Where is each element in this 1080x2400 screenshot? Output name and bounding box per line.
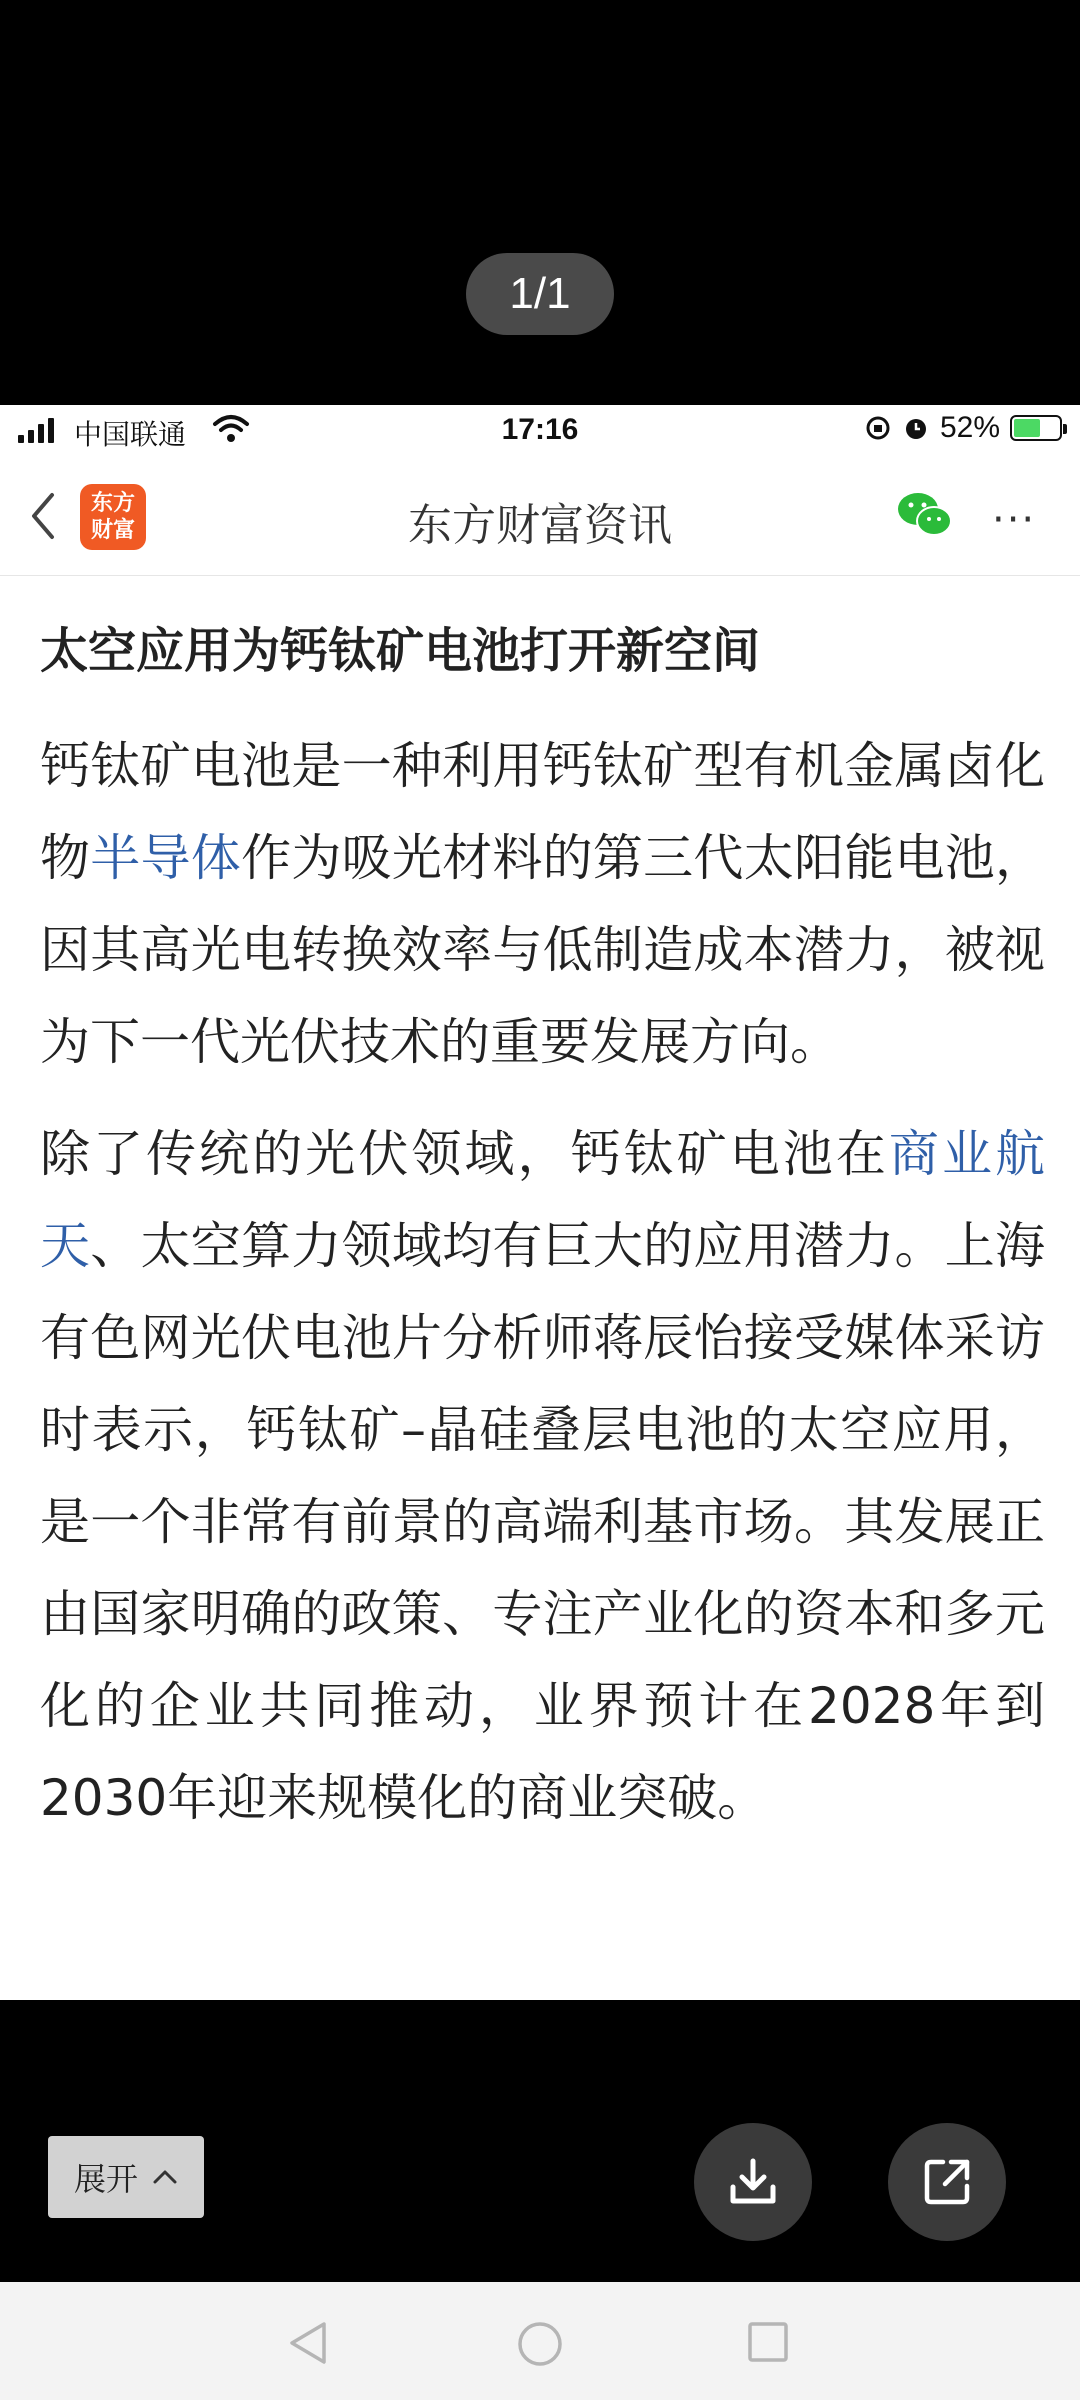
wechat-icon[interactable] — [896, 491, 952, 539]
rotation-lock-icon — [864, 414, 892, 442]
app-navbar — [0, 457, 1080, 576]
open-external-button[interactable] — [888, 2123, 1006, 2241]
home-circle-icon[interactable] — [516, 2320, 564, 2368]
status-bar — [0, 405, 1080, 455]
download-icon — [727, 2157, 779, 2207]
system-navigation-bar — [0, 2282, 1080, 2400]
back-triangle-icon[interactable] — [286, 2320, 330, 2366]
battery-icon — [1010, 415, 1062, 441]
clock: 17:16 — [501, 413, 579, 446]
logo-line-1: 东方 — [90, 490, 135, 516]
chevron-up-icon — [152, 2169, 178, 2185]
carrier-name: 中国联通 — [74, 418, 187, 451]
paragraph-2-text-b: 、太空算力领域均有巨大的应用潜力。上海有色网光伏电池片分析师蒋辰怡接受媒体采访时表示，钙钛矿–晶硅叠层电池的太空应用，是一个非常有前景的高端利基市场。其发展正由国家明确的政策、专注产业化的资本和多元化的企业共同推动，业界预计在2028年到2030年迎来规模化的商业突破。 — [40, 1217, 1046, 1827]
alarm-icon — [902, 414, 930, 442]
recents-square-icon[interactable] — [746, 2320, 790, 2364]
page-title: 东方财富资讯 — [408, 500, 672, 551]
screenshot-image — [0, 405, 1080, 2000]
paragraph-2 — [40, 1108, 1045, 1844]
page-indicator: 1/1 — [466, 253, 614, 335]
paragraph-1 — [40, 720, 1045, 1088]
article-headline: 太空应用为钙钛矿电池打开新空间 — [40, 623, 761, 679]
expand-label: 展开 — [73, 2160, 138, 2198]
paragraph-2-text-a: 除了传统的光伏领域，钙钛矿电池在 — [40, 1125, 889, 1183]
expand-button[interactable] — [48, 2136, 204, 2218]
link-semiconductor[interactable]: 半导体 — [90, 829, 242, 887]
battery-percent: 52% — [939, 411, 1000, 444]
download-button[interactable] — [694, 2123, 812, 2241]
link-commercial-aerospace[interactable]: 商业航天 — [40, 1125, 1046, 1275]
open-external-icon — [921, 2156, 973, 2208]
paragraph-1-text-a: 钙钛矿电池是一种利用钙钛矿型有机金属卤化物 — [40, 737, 1045, 887]
logo-line-2: 财富 — [90, 517, 135, 543]
more-options-button[interactable]: ··· — [992, 497, 1037, 543]
paragraph-1-text-b: 作为吸光材料的第三代太阳能电池，因其高光电转换效率与低制造成本潜力，被视为下一代光伏技术的重要发展方向。 — [40, 829, 1046, 1071]
article-body — [40, 620, 1045, 1844]
